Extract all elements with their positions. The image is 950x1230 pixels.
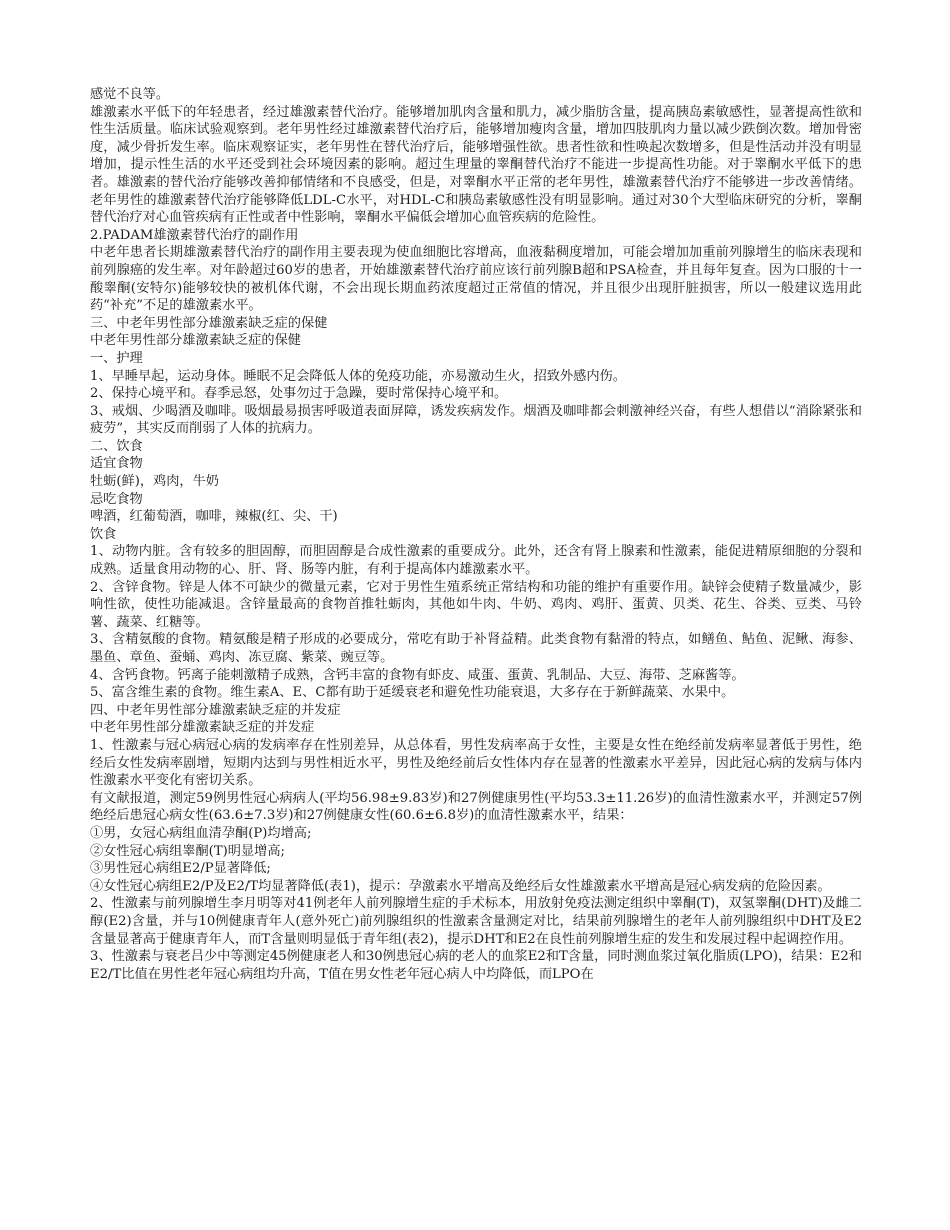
- paragraph-replacement-benefits: 雄激素水平低下的年轻患者，经过雄激素替代治疗。能够增加肌肉含量和肌力，减少脂肪含量，提高胰岛素敏感性，显著提高性欲和性生活质量。临床试验观察到。老年男性经过雄激素替代治疗后，能够增加瘦肉含量，增加四肢肌肉力量以减少跌倒次数。增加骨密度，减少骨折发生率。临床观察证实，老年男性在替代治疗后，能够增强性欲。患者性欲和性唤起次数增多，但是性活动并没有明显增加，提示性生活的水平还受到社会环境因素的影响。超过生理量的睾酮替代治疗不能进一步提高性功能。对于睾酮水平低下的患者。雄激素的替代治疗能够改善抑郁情绪和不良感受，但是，对睾酮水平正常的老年男性，雄激素替代治疗不能够进一步改善情绪。老年男性的雄激素替代治疗能够降低LDL-C水平，对HDL-C和胰岛素敏感性没有明显影响。通过对30个大型临床研究的分析，睾酮替代治疗对心血管疾病有正性或者中性影响，睾酮水平偏低会增加心血管疾病的危险性。: [90, 104, 862, 226]
- avoid-foods-list: 啤酒，红葡萄酒，咖啡，辣椒(红、尖、干): [90, 509, 338, 525]
- label-diet: 饮食: [90, 526, 117, 542]
- section-heading-side-effects: 2.PADAM雄激素替代治疗的副作用: [90, 227, 299, 243]
- document-page: [90, 86, 862, 983]
- paragraph-intro-tail: 感觉不良等。: [90, 87, 170, 102]
- suitable-foods-list: 牡蛎(鲜)，鸡肉，牛奶: [90, 474, 219, 490]
- label-suitable-foods: 适宜食物: [90, 456, 143, 472]
- section-heading-care: 三、中老年男性部分雄激素缺乏症的保健: [90, 315, 328, 331]
- list-item-nursing-3: 3、戒烟、少喝酒及咖啡。吸烟最易损害呼吸道表面屏障，诱发疾病发作。烟酒及咖啡都会刺激神经兴奋，有些人想借以“消除紧张和疲劳”，其实反而削弱了人体的抗病力。: [90, 403, 862, 437]
- result-item-2: ②女性冠心病组睾酮(T)明显增高;: [90, 843, 285, 859]
- result-item-1: ①男，女冠心病组血清孕酮(P)均增高;: [90, 825, 312, 841]
- paragraph-coronary-disease: 1、性激素与冠心病冠心病的发病率存在性别差异，从总体看，男性发病率高于女性，主要是女性在绝经前发病率显著低于男性，绝经后女性发病率剧增，短期内达到与男性相近水平，男性及绝经前后女性体内存在显著的性激素水平差异，因此冠心病的发病与体内性激素水平变化有密切关系。: [90, 737, 862, 789]
- subheading-care: 中老年男性部分雄激素缺乏症的保健: [90, 333, 301, 349]
- paragraph-prostate: 2、性激素与前列腺增生李月明等对41例老年人前列腺增生症的手术标本，用放射免疫法测定组织中睾酮(T)，双氢睾酮(DHT)及雌二醇(E2)含量，并与10例健康青年人(意外死亡)前列腺组织的性激素含量测定对比，结果前列腺增生的老年人前列腺组织中DHT及E2含量显著高于健康青年人，而T含量则明显低于青年组(表2)，提示DHT和E2在良性前列腺增生症的发生和发展过程中起调控作用。: [90, 896, 862, 947]
- paragraph-study-report: 有文献报道，测定59例男性冠心病病人(平均56.98±9.83岁)和27例健康男性(平均53.3±11.26岁)的血清性激素水平，并测定57例绝经后患冠心病女性(63.6±7.3岁)和27例健康女性(60.6±6.8岁)的血清性激素水平，结果：: [90, 790, 862, 824]
- list-item-diet-4: 4、含钙食物。钙离子能刺激精子成熟，含钙丰富的食物有虾皮、咸蛋、蛋黄、乳制品、大豆、海带、芝麻酱等。: [90, 667, 745, 683]
- subheading-nursing: 一、护理: [90, 350, 143, 366]
- list-item-diet-3: 3、含精氨酸的食物。精氨酸是精子形成的必要成分，常吃有助于补肾益精。此类食物有黏滑的特点，如鳝鱼、鲇鱼、泥鳅、海参、墨鱼、章鱼、蚕蛹、鸡肉、冻豆腐、紫菜、豌豆等。: [90, 632, 862, 665]
- section-heading-complications: 四、中老年男性部分雄激素缺乏症的并发症: [90, 702, 341, 718]
- list-item-diet-2: 2、含锌食物。锌是人体不可缺少的微量元素，它对于男性生殖系统正常结构和功能的维护有重要作用。缺锌会使精子数量减少，影响性欲，使性功能减退。含锌量最高的食物首推牡蛎肉，其他如牛肉、牛奶、鸡肉、鸡肝、蛋黄、贝类、花生、谷类、豆类、马铃薯、蔬菜、红糖等。: [90, 579, 862, 630]
- list-item-diet-1: 1、动物内脏。含有较多的胆固醇，而胆固醇是合成性激素的重要成分。此外，还含有肾上腺素和性激素，能促进精原细胞的分裂和成熟。适量食用动物的心、肝、肾、肠等内脏，有利于提高体内雄激素水平。: [90, 544, 862, 578]
- subheading-diet: 二、饮食: [90, 438, 143, 454]
- result-item-4: ④女性冠心病组E2/P及E2/T均显著降低(表1)，提示：孕激素水平增高及绝经后女性雄激素水平增高是冠心病发病的危险因素。: [90, 878, 831, 894]
- paragraph-side-effects: 中老年患者长期雄激素替代治疗的副作用主要表现为使血细胞比容增高，血液黏稠度增加，可能会增加加重前列腺增生的临床表现和前列腺癌的发生率。对年龄超过60岁的患者，开始雄激素替代治疗前应该行前列腺B超和PSA检查，并且每年复查。因为口服的十一酸睾酮(安特尔)能够较快的被机体代谢，不会出现长期血药浓度超过正常值的情况，并且很少出现肝脏损害，所以一般建议选用此药“补充”不足的雄激素水平。: [90, 245, 862, 314]
- list-item-nursing-2: 2、保持心境平和。春季忌怒，处事勿过于急躁，要时常保持心境平和。: [90, 386, 508, 402]
- paragraph-aging: 3、性激素与衰老吕少中等测定45例健康老人和30例患冠心病的老人的血浆E2和T含量，同时测血浆过氧化脂质(LPO)，结果：E2和E2/T比值在男性老年冠心病组均升高，T值在男女性老年冠心病人中均降低，而LPO在: [90, 949, 862, 982]
- list-item-nursing-1: 1、早睡早起，运动身体。睡眠不足会降低人体的免疫功能，亦易激动生火，招致外感内伤。: [90, 368, 626, 384]
- result-item-3: ③男性冠心病组E2/P显著降低;: [90, 861, 271, 877]
- list-item-diet-5: 5、富含维生素的食物。维生素A、E、C都有助于延缓衰老和避免性功能衰退，大多存在于新鲜蔬菜、水果中。: [90, 685, 735, 701]
- label-avoid-foods: 忌吃食物: [90, 491, 143, 507]
- subheading-complications: 中老年男性部分雄激素缺乏症的并发症: [90, 720, 315, 736]
